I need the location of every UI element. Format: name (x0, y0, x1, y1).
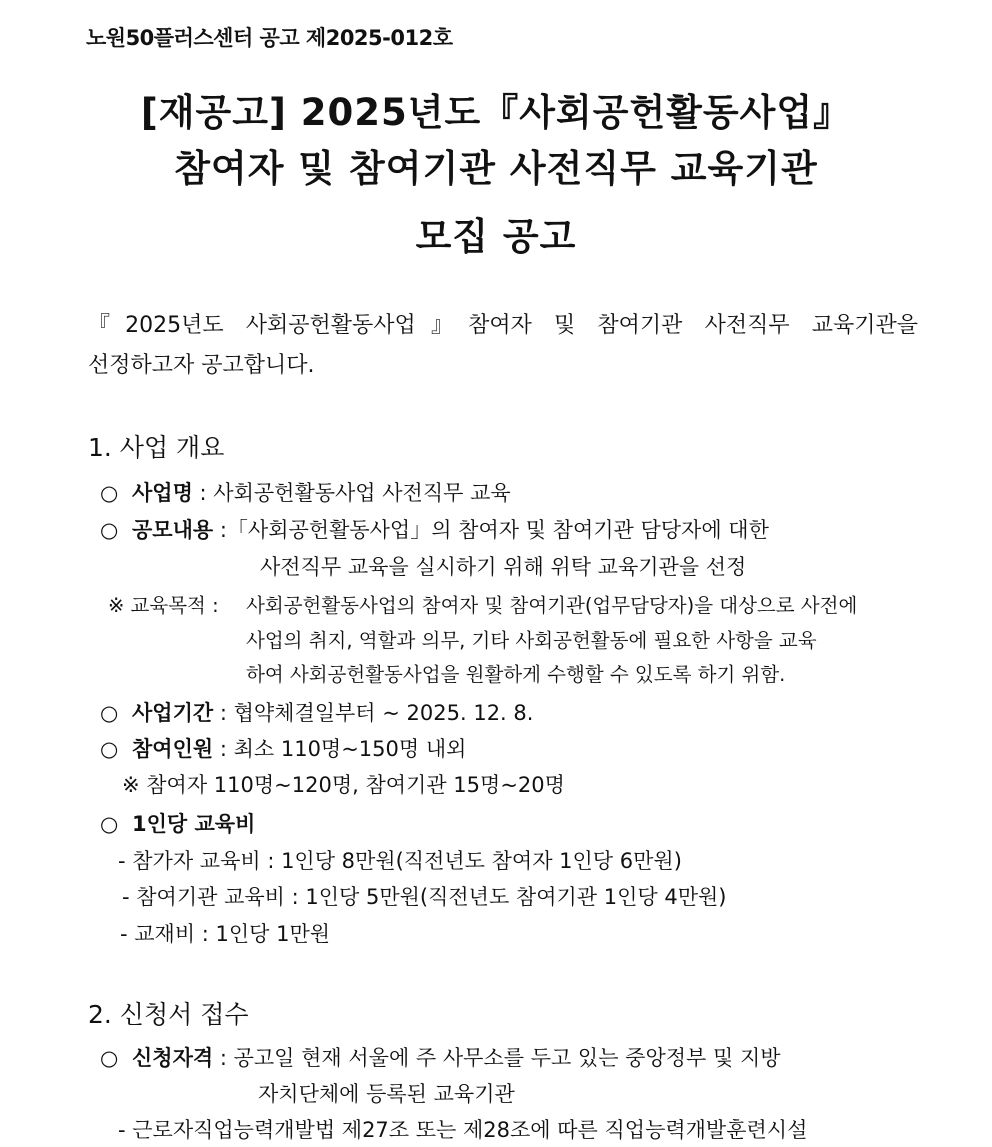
cost-item-institution: - 참여기관 교육비 : 1인당 5만원(직전년도 참여기관 1인당 4만원) (122, 885, 727, 909)
cost-label: 1인당 교육비 (132, 812, 256, 836)
eligibility-row (100, 1042, 781, 1072)
business-period-row (100, 697, 533, 727)
business-name-label: 사업명 (132, 481, 193, 505)
recruit-content-value: :「사회공헌활동사업」의 참여자 및 참여기관 담당자에 대한 (219, 518, 769, 542)
bullet-circle: ○ (100, 737, 119, 761)
cost-row (100, 808, 255, 838)
recruit-content-continuation: 사전직무 교육을 실시하기 위해 위탁 교육기관을 선정 (260, 555, 747, 579)
bullet-circle: ○ (100, 812, 119, 836)
cost-item-textbook: - 교재비 : 1인당 1만원 (120, 922, 331, 946)
section-heading-overview: 1. 사업 개요 (88, 433, 225, 462)
purpose-line-2: 사업의 취지, 역할과 의무, 기타 사회공헌활동에 필요한 사항을 교육 (246, 629, 817, 652)
section-heading-application: 2. 신청서 접수 (88, 1000, 249, 1029)
cost-item-participant: - 참가자 교육비 : 1인당 8만원(직전년도 참여자 1인당 6만원) (118, 849, 682, 873)
business-name-row (100, 477, 511, 507)
business-period-label: 사업기간 (132, 701, 214, 725)
purpose-label: ※ 교육목적 : (108, 594, 219, 617)
participants-label: 참여인원 (132, 737, 214, 761)
notice-number: 노원50플러스센터 공고 제2025-012호 (86, 26, 453, 50)
bullet-circle: ○ (100, 481, 119, 505)
page-title-line-1: [재공고] 2025년도『사회공헌활동사업』 (140, 91, 852, 134)
eligibility-item: - 근로자직업능력개발법 제27조 또는 제28조에 따른 직업능력개발훈련시설 (118, 1118, 808, 1142)
business-period-value: : 협약체결일부터 ~ 2025. 12. 8. (219, 701, 534, 725)
eligibility-label: 신청자격 (132, 1046, 214, 1070)
participants-note: ※ 참여자 110명~120명, 참여기관 15명~20명 (122, 773, 565, 797)
intro-paragraph-line-1: 『2025년도 사회공헌활동사업』참여자 및 참여기관 사전직무 교육기관을 (88, 313, 918, 338)
participants-row (100, 733, 466, 763)
recruit-content-label: 공모내용 (132, 518, 214, 542)
business-name-value: : 사회공헌활동사업 사전직무 교육 (199, 481, 511, 505)
intro-paragraph-line-2: 선정하고자 공고합니다. (88, 353, 315, 378)
page-title-line-3: 모집 공고 (415, 215, 577, 258)
bullet-circle: ○ (100, 701, 119, 725)
purpose-line-3: 하여 사회공헌활동사업을 원활하게 수행할 수 있도록 하기 위함. (246, 663, 786, 686)
page-title-line-2: 참여자 및 참여기관 사전직무 교육기관 (174, 147, 818, 190)
eligibility-value: : 공고일 현재 서울에 주 사무소를 두고 있는 중앙정부 및 지방 (219, 1046, 781, 1070)
bullet-circle: ○ (100, 1046, 119, 1070)
bullet-circle: ○ (100, 518, 119, 542)
recruit-content-row (100, 514, 769, 544)
purpose-line-1: 사회공헌활동사업의 참여자 및 참여기관(업무담당자)을 대상으로 사전에 (246, 594, 858, 617)
participants-value: : 최소 110명~150명 내외 (219, 737, 467, 761)
eligibility-continuation: 자치단체에 등록된 교육기관 (258, 1082, 515, 1106)
